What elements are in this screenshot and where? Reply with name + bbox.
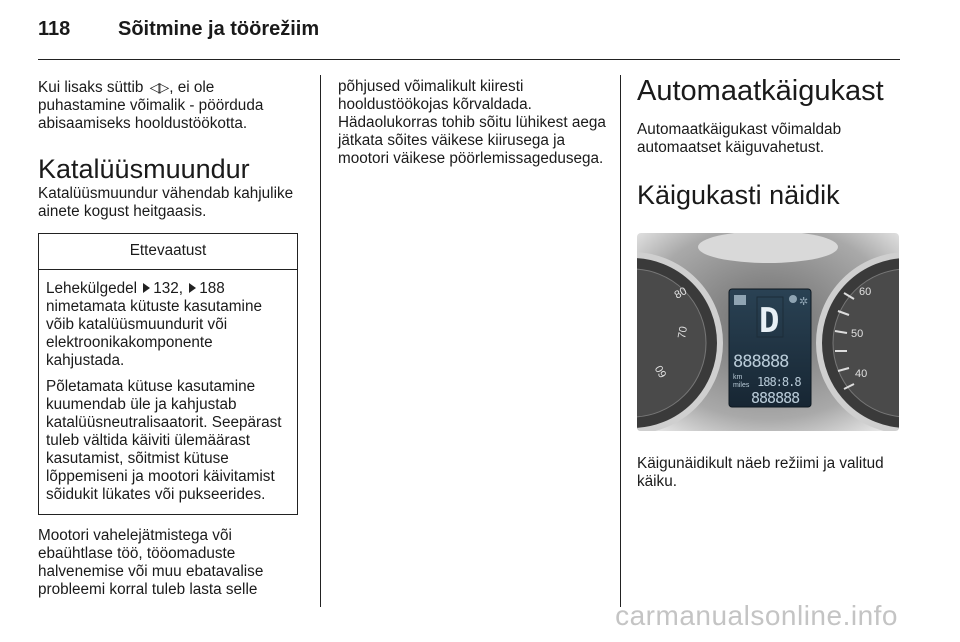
warning-paragraph-1: Lehekülgedel 132, 188 nimetamata kütuste kasutamine võib katalüüsmuundurit või elektroonikakomponente kahjustada. [46,280,262,369]
catalyst-text: Katalüüsmuundur vähendab kahjulike ainete kogust heitgaasis. [38,185,294,220]
automatic-gearbox-intro: Automaatkäigukast võimaldab automaatset käiguvahetust. [637,121,842,156]
right-dial-label: 60 [859,286,872,298]
service-icon [789,295,797,303]
triangle-right-icon [189,283,196,293]
unit-miles: miles [733,382,750,389]
instrument-cluster-image [637,233,899,431]
intro-paragraph: Kui lisaks süttib ◁▷ , ei ole puhastamine võimalik - pöörduda abisaamiseks hooldustöökotta. [38,79,264,132]
warning-body [39,270,297,514]
column-2 [338,78,608,168]
left-dial-label: 80 [672,285,690,302]
lcd-display [729,289,811,407]
warning-box [38,233,298,515]
page-number: 118 [38,18,71,40]
section-title: Sõitmine ja töörežiim [118,18,320,40]
right-dial-label: 50 [851,328,864,340]
lcd-row-1: 888888 [733,352,789,372]
dpf-warning-icon: ◁▷ [149,79,168,95]
gear-indicator-heading: Käigukasti näidik [637,180,840,210]
column-3 [637,74,907,491]
warning-title: Ettevaatust [39,234,297,270]
snowflake-icon: ✲ [799,295,809,308]
instrument-cluster-svg [637,233,899,431]
lcd-row-2: 188:8.8 [757,375,801,389]
figure-caption: Käigunäidikult näeb režiimi ja valitud käiku. [637,455,884,490]
warning-symbol-icon [734,295,746,305]
catalyst-heading: Katalüüsmuundur [38,154,250,184]
column-divider-1 [320,75,321,607]
column-1 [38,78,306,599]
page-ref-132[interactable]: 132, [153,280,184,297]
warning-paragraph-2: Põletamata kütuse kasutamine kuumendab üle ja kahjustab katalüüsneutralisaatorit. Seepärast tuleb vältida käiviti ülemäärast kasutamist, sõitmist kütuse lõppemiseni ja mootori käivitamist sõidukit lükates või pukseerides. [46,378,282,503]
gear-indicator: D [759,301,780,341]
left-dial-label: 70 [676,325,691,340]
automatic-gearbox-heading: Automaatkäigukast [637,75,884,107]
watermark: carmanualsonline.info [615,600,898,631]
header-rule [38,59,900,60]
triangle-right-icon [143,283,150,293]
column-divider-2 [620,75,621,607]
unit-km: km [733,374,743,381]
left-dial-label: 60 [653,362,670,380]
continued-text: põhjused võimalikult kiiresti hooldustöökojas kõrvaldada. Hädaolukorras tohib sõitu lühikest aega jätkata sõites väikese kiirusega ja mootori väikese pöörlemissagedusega. [338,78,606,167]
misfire-text: Mootori vahelejätmistega või ebaühtlase töö, tööomaduste halvenemise või muu ebatavalise probleemi korral tuleb lasta selle [38,527,264,598]
lcd-row-3: 888888 [751,389,800,407]
right-dial-label: 40 [855,368,868,380]
page-header [38,18,319,41]
